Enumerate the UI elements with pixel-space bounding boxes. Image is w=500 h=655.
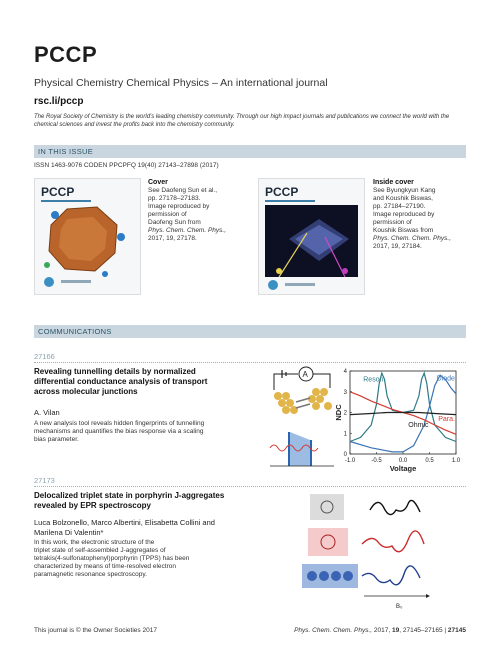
footer-right: Phys. Chem. Chem. Phys., 2017, 19, 27145–27165 | 27145 bbox=[294, 627, 466, 634]
x-tick-label: 1.0 bbox=[451, 458, 461, 464]
article-page-number-2: 27173 bbox=[34, 476, 55, 485]
electrode-atoms bbox=[274, 388, 332, 414]
x-tick-label: -1.0 bbox=[344, 458, 356, 464]
rsc-blurb: The Royal Society of Chemistry is the world's leading chemistry community. Through our high impact journals and publications we connect the world with the chemical sciences and invest the profits back into the chemistry community. bbox=[34, 114, 450, 128]
legend-label-para: Para. bbox=[438, 415, 455, 423]
article-divider bbox=[34, 362, 466, 363]
inside-cover-heading: Inside cover bbox=[373, 179, 414, 186]
chart-series bbox=[350, 373, 456, 452]
cover-image bbox=[34, 178, 141, 295]
journal-url[interactable]: rsc.li/pccp bbox=[34, 96, 84, 107]
porphyrin-dimer bbox=[308, 528, 348, 556]
article-title[interactable]: Revealing tunnelling details by normalized differential conductance analysis of transport across molecular junctions bbox=[34, 367, 208, 396]
issn-line: ISSN 1463-9076 CODEN PPCPFQ 19(40) 27143–27898 (2017) bbox=[34, 162, 219, 169]
ammeter-label: A bbox=[302, 370, 308, 379]
inside-cover-caption: Inside cover See Byungkyun Kang and Koushik Biswas, pp. 27184–27190. Image reproduced by permission of Koushik Biswas from Phys. Chem. Chem. Phys., 2017, 19, 27184. bbox=[373, 179, 468, 251]
article-abstract-2: In this work, the electronic structure of the triplet state of self-assembled J-aggregates of tetrakis(4-sulfonatophenyl)porphyrin (TPPS) has been characterized by means of time-resolved electron paramagnetic resonance spectroscopy. bbox=[34, 539, 190, 578]
porphyrin-monomer bbox=[310, 494, 344, 520]
y-tick-label: 3 bbox=[343, 389, 347, 396]
ndc-chart bbox=[336, 366, 466, 472]
inside-cover-brand: PCCP bbox=[265, 185, 299, 199]
legend-label-reson: Reson. bbox=[363, 376, 386, 384]
y-axis-label: NDC bbox=[334, 404, 343, 421]
x-tick-label: 0.5 bbox=[425, 458, 434, 464]
in-this-issue-title: IN THIS ISSUE bbox=[38, 147, 94, 156]
inside-cover-image bbox=[258, 178, 365, 295]
legend-label-ohmic: Ohmic bbox=[408, 422, 429, 430]
in-this-issue-bar bbox=[34, 145, 466, 158]
series-line-ohmic bbox=[350, 413, 456, 415]
journal-brand: PCCP bbox=[34, 42, 98, 67]
epr-trace-3 bbox=[362, 566, 420, 585]
cover-artwork bbox=[35, 179, 140, 294]
article-authors: A. Vilan bbox=[34, 408, 60, 417]
legend-label-diode: Diode bbox=[436, 375, 455, 383]
junction-graphic bbox=[268, 366, 338, 471]
cover-caption: Cover See Daofeng Sun et al., pp. 27178–27183. Image reproduced by permission of Daofeng Sun from Phys. Chem. Chem. Phys., 2017, 19, 27178. bbox=[148, 179, 243, 243]
inside-cover-artwork bbox=[259, 179, 364, 294]
epr-trace-1 bbox=[370, 500, 420, 514]
x-axis-label: Voltage bbox=[389, 464, 417, 473]
epr-graphic bbox=[300, 488, 460, 613]
article-page-number: 27166 bbox=[34, 352, 55, 361]
article-authors-2: Luca Bolzonello, Marco Albertini, Elisabetta Collini and Marilena Di Valentin* bbox=[34, 518, 215, 537]
field-axis-label: B₀ bbox=[396, 604, 403, 610]
y-tick-label: 1 bbox=[343, 431, 347, 438]
porphyrin-aggregate bbox=[302, 564, 358, 588]
y-tick-label: 2 bbox=[343, 410, 347, 417]
article-title-2[interactable]: Delocalized triplet state in porphyrin J-aggregates revealed by EPR spectroscopy bbox=[34, 491, 225, 510]
y-tick-label: 0 bbox=[343, 452, 347, 458]
y-tick-label: 4 bbox=[343, 369, 347, 375]
cover-brand: PCCP bbox=[41, 185, 75, 199]
epr-trace-2 bbox=[362, 531, 424, 552]
article-abstract: A new analysis tool reveals hidden fingerprints of tunnelling mechanisms and quantifies the bias response via a scaling bias parameter. bbox=[34, 420, 205, 443]
footer-left: This journal is © the Owner Societies 2017 bbox=[34, 627, 157, 634]
cover-heading: Cover bbox=[148, 179, 168, 186]
communications-title: COMMUNICATIONS bbox=[38, 327, 112, 336]
x-tick-label: 0.0 bbox=[398, 458, 408, 464]
x-tick-label: -0.5 bbox=[371, 458, 382, 464]
article-divider-2 bbox=[34, 486, 466, 487]
journal-subtitle: Physical Chemistry Chemical Physics – An international journal bbox=[34, 77, 328, 89]
